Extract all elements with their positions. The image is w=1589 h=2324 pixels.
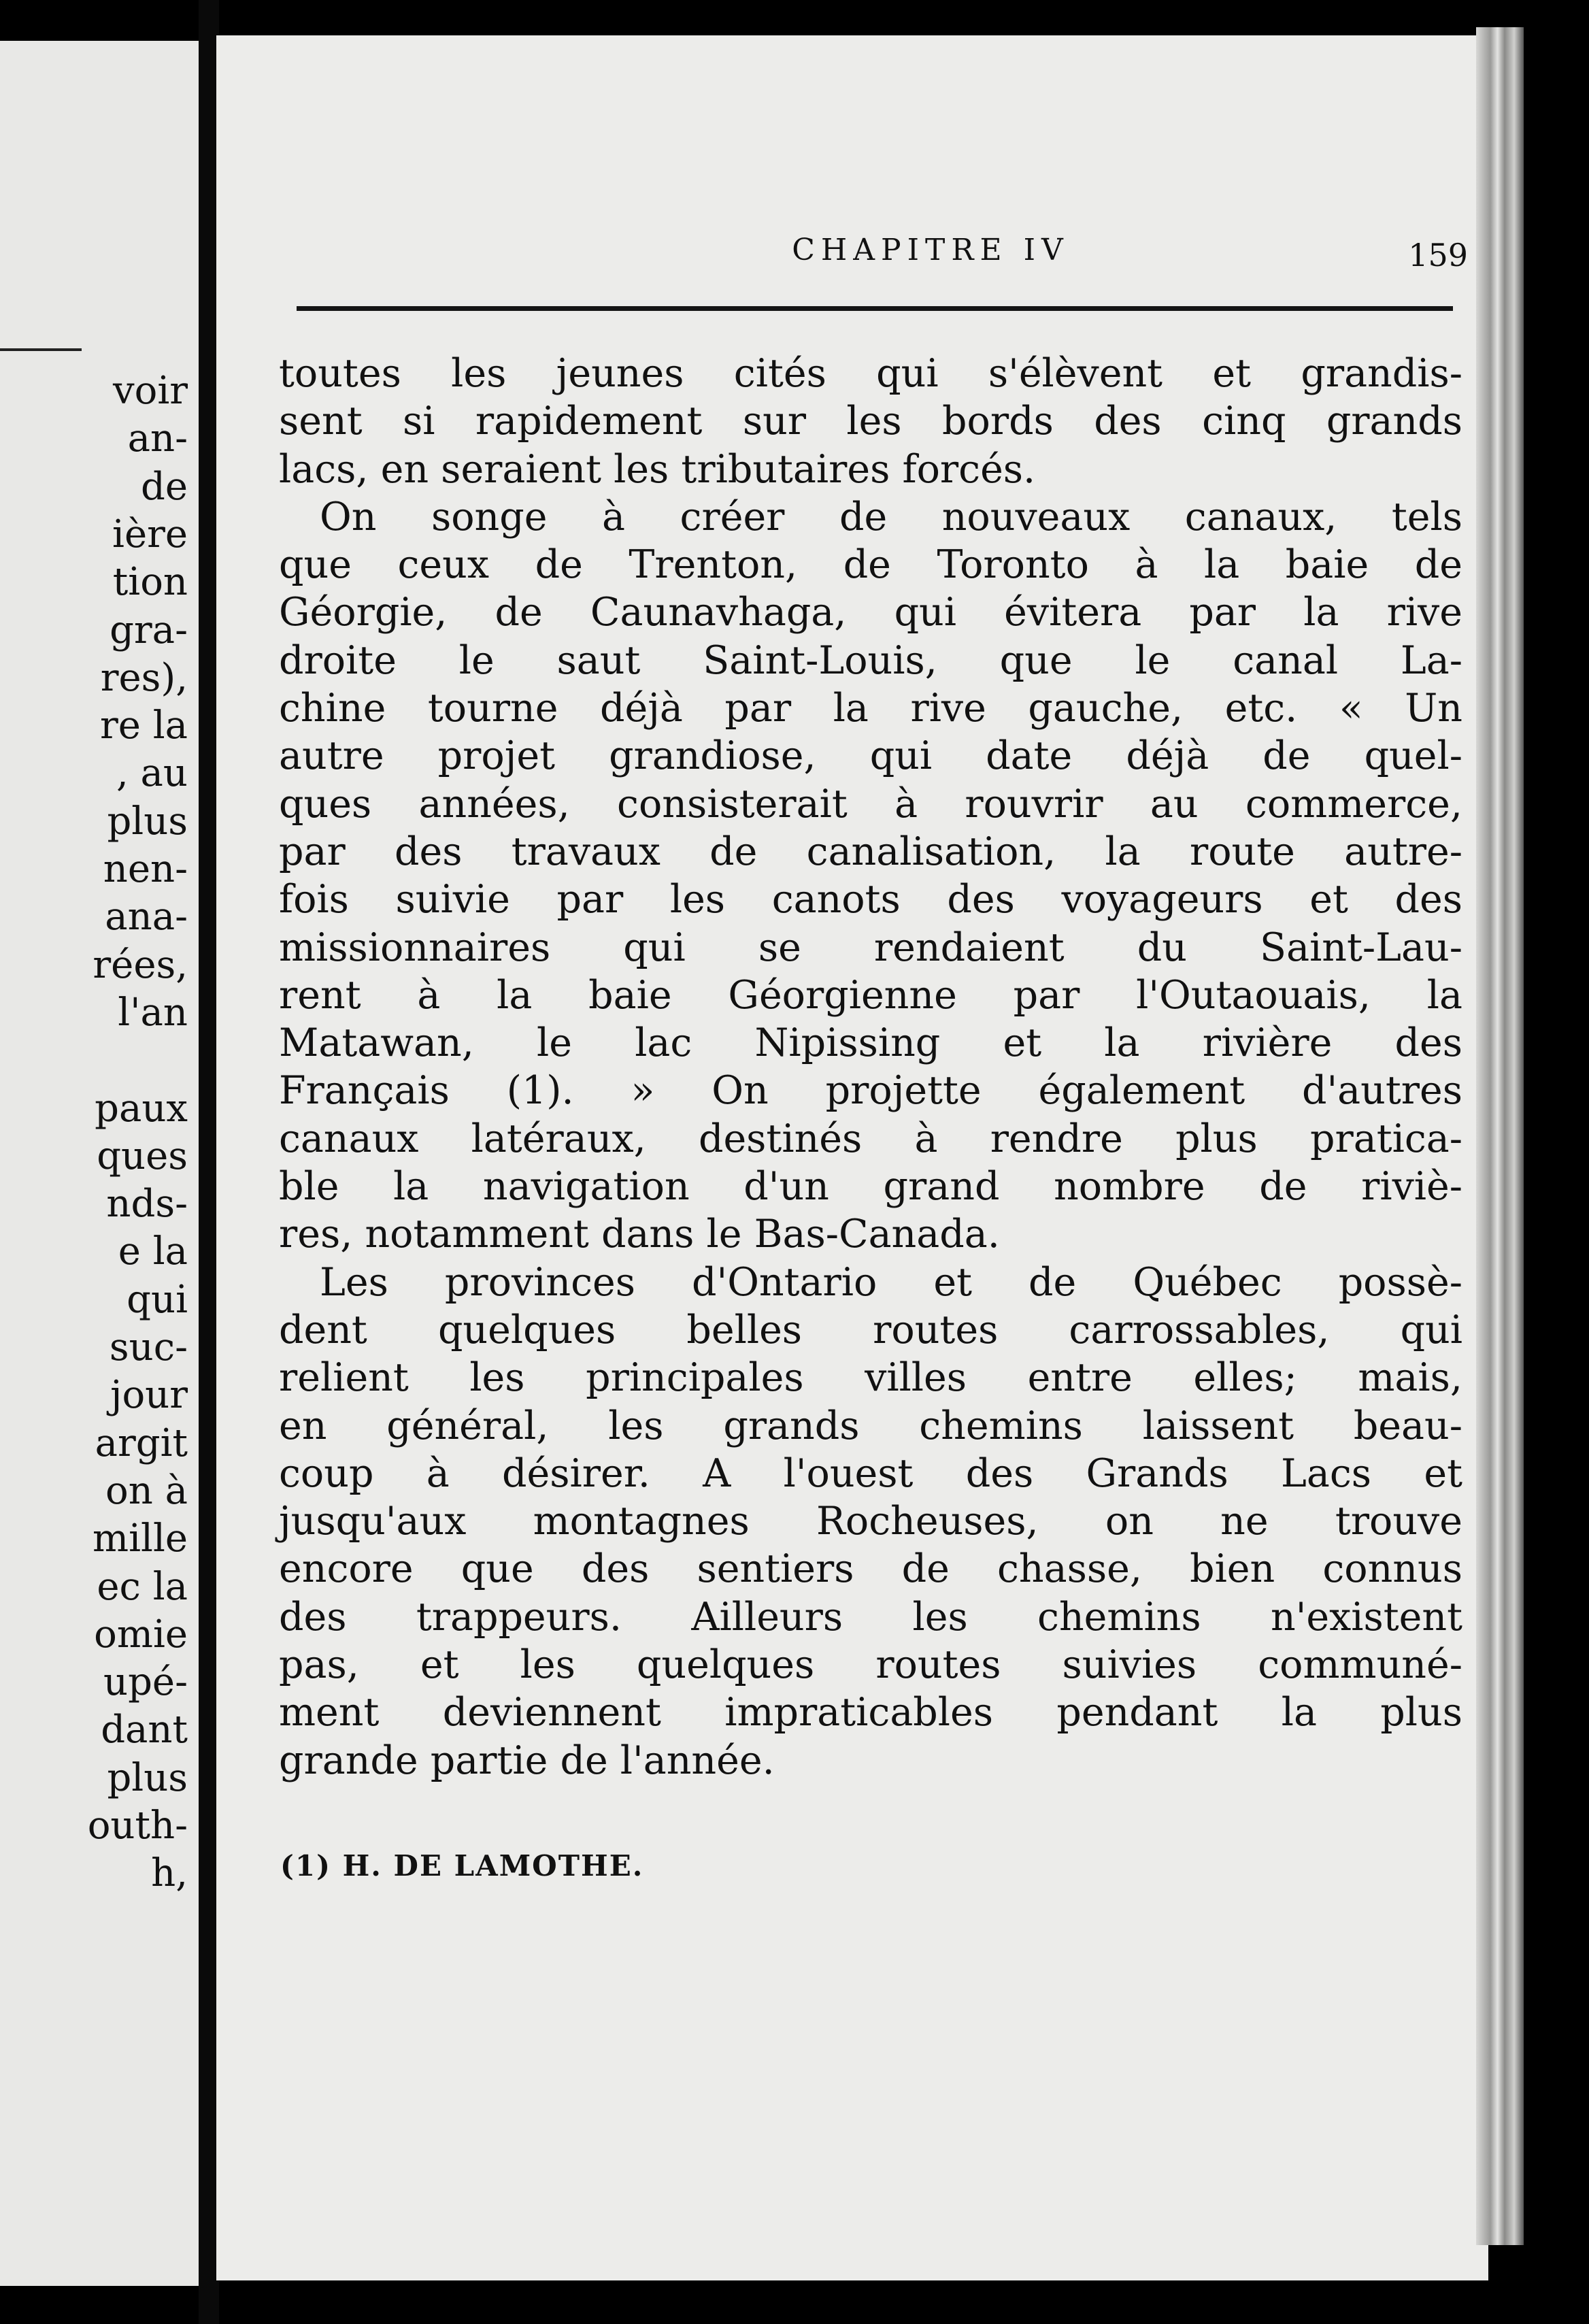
text-line: sent si rapidement sur les bords des cinq grands [279,399,1462,444]
header-rule [297,306,1453,311]
facing-page-line: suc- [109,1325,188,1370]
text-line: des trappeurs. Ailleurs les chemins n'existent [279,1594,1462,1640]
text-line: autre projet grandiose, qui date déjà de quel- [279,733,1462,779]
text-line: par des travaux de canalisation, la route autre- [279,829,1462,874]
facing-page-line: tion [112,560,188,605]
page-number: 159 [1408,237,1468,273]
facing-page-line: argit [95,1421,188,1465]
facing-page-line: ière [112,512,188,557]
text-line: chine tourne déjà par la rive gauche, etc. « Un [279,686,1462,731]
facing-page-line: de [141,464,188,509]
facing-page-line: on à [105,1468,188,1513]
facing-page-line: nen- [103,847,188,891]
facing-page-line: ec la [97,1564,188,1609]
facing-page-line: re la [99,703,188,748]
facing-page-fragment [0,41,199,2286]
text-line: toutes les jeunes cités qui s'élèvent et grandis- [279,351,1462,396]
text-line: dent quelques belles routes carrossables, qui [279,1307,1462,1352]
facing-page-line: outh- [87,1804,188,1848]
text-line: en général, les grands chemins laissent beau- [279,1403,1462,1448]
body-text [279,350,1462,1784]
facing-page-line: nds- [106,1182,188,1227]
text-line: res, notamment dans le Bas-Canada. [279,1212,1000,1257]
text-line: ques années, consisterait à rouvrir au commerce, [279,781,1462,827]
facing-page-line: an- [127,416,188,461]
text-line: ble la navigation d'un grand nombre de riviè- [279,1164,1462,1210]
facing-page-line: ques [97,1133,188,1178]
text-line: On songe à créer de nouveaux canaux, tels [320,494,1462,540]
text-line: missionnaires qui se rendaient du Saint-Lau- [279,925,1462,970]
text-line: pas, et les quelques routes suivies communé- [279,1642,1462,1688]
page-edge [1476,27,1524,2245]
text-line: canaux latéraux, destinés à rendre plus pratica- [279,1116,1462,1161]
text-line: Français (1). » On projette également d'autres [279,1068,1462,1114]
facing-page-line: upé- [103,1660,188,1705]
footnote: (1) H. DE LAMOTHE. [280,1849,644,1882]
text-line: ment deviennent impraticables pendant la plus [279,1690,1462,1736]
facing-page-line: ana- [105,895,188,940]
text-line: relient les principales villes entre elles; mais, [279,1355,1462,1401]
facing-page-line: rées, [93,942,188,987]
facing-page-rule [0,348,82,351]
facing-page-line: l'an [118,990,188,1035]
facing-page-line: h, [151,1851,188,1896]
text-line: fois suivie par les canots des voyageurs et des [279,877,1462,923]
text-line: encore que des sentiers de chasse, bien connus [279,1546,1462,1592]
text-line: lacs, en seraient les tributaires forcés. [279,446,1036,492]
facing-page-line: jour [110,1373,188,1418]
facing-page-line: res), [100,655,188,700]
text-line: Géorgie, de Caunavhaga, qui évitera par la rive [279,590,1462,635]
text-line: droite le saut Saint-Louis, que le canal La- [279,637,1462,683]
text-line: que ceux de Trenton, de Toronto à la baie de [279,542,1462,588]
facing-page-line: , au [116,751,188,796]
facing-page-line: plus [107,799,188,844]
facing-page-line: e la [118,1229,188,1274]
facing-page-line: dant [101,1708,188,1753]
text-line: coup à désirer. A l'ouest des Grands Lacs et [279,1450,1462,1496]
facing-page-line: voir [112,369,188,413]
running-head: CHAPITRE IV [792,233,1069,267]
facing-page-line: qui [127,1277,188,1322]
text-line: rent à la baie Géorgienne par l'Outaouais, la [279,972,1462,1018]
facing-page-line: plus [107,1755,188,1800]
page [216,35,1488,2280]
facing-page-line: paux [95,1086,188,1131]
text-line: Matawan, le lac Nipissing et la rivière des [279,1020,1462,1066]
text-line: jusqu'aux montagnes Rocheuses, on ne trouve [279,1499,1462,1544]
text-line: grande partie de l'année. [279,1738,775,1783]
facing-page-line: mille [93,1516,188,1561]
facing-page-line: omie [94,1612,188,1657]
facing-page-line: gra- [110,608,188,652]
text-line: Les provinces d'Ontario et de Québec possè- [320,1259,1462,1305]
